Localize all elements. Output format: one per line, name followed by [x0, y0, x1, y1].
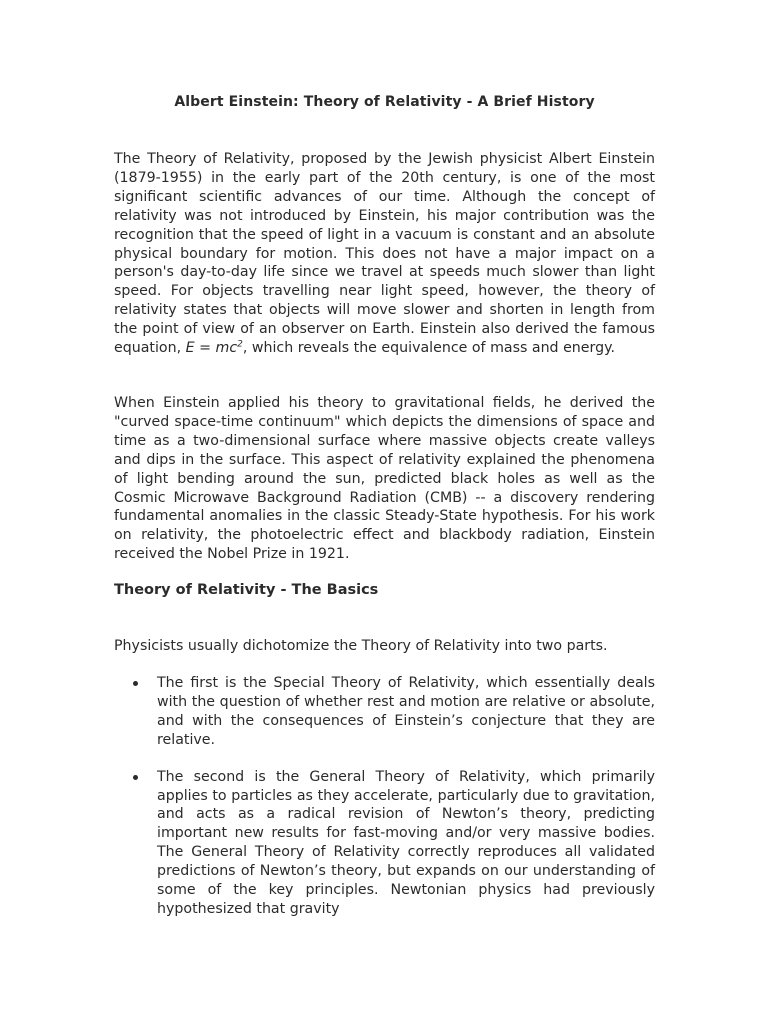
equation-exponent: 2	[237, 339, 243, 350]
paragraph-gravitation: When Einstein applied his theory to gravitational fields, he derived the "curved space-time continuum" which depicts the dimensions of space and time as a two-dimensional surface where massive objects create valleys and dips in the surface. This aspect of relativity explained the phenomena of light bending around the sun, predicted black holes as well as the Cosmic Microwave Background Radiation (CMB) -- a discovery rendering fundamental anomalies in the classic Steady-State hypothesis. For his work on relativity, the photoelectric effect and blackbody radiation, Einstein received the Nobel Prize in 1921.	[114, 395, 655, 563]
bullet-icon	[133, 775, 138, 780]
equation	[186, 340, 243, 356]
paragraph-text: The Theory of Relativity, proposed by the Jewish physicist Albert Einstein (1879-1955) in the early part of the 20th century, is one of the most significant scientific advances of our time. Although the concept of relativity was not introduced by Einstein, his major contribution was the recognition that the speed of light in a vacuum is constant and an absolute physical boundary for motion. This does not have a major impact on a person's day-to-day life since we travel at speeds much slower than light speed. For objects travelling near light speed, however, the theory of relativity states that objects will move slower and shorten in length from the point of view of an observer on Earth. Einstein also derived the famous equation,	[114, 151, 655, 357]
list-item-text: The second is the General Theory of Relativity, which primarily applies to particles as they accelerate, particularly due to gravitation, and acts as a radical revision of Newton’s theory, predicting important new results for fast-moving and/or very massive bodies. The General Theory of Relativity correctly reproduces all validated predictions of Newton’s theory, but expands on our understanding of some of the key principles. Newtonian physics had previously hypothesized that gravity	[157, 768, 655, 917]
section-heading: Theory of Relativity - The Basics	[114, 582, 379, 598]
paragraph-dichotomy: Physicists usually dichotomize the Theory of Relativity into two parts.	[114, 638, 608, 654]
paragraph-intro	[114, 150, 655, 358]
list-item-text: The first is the Special Theory of Relativity, which essentially deals with the question of whether rest and motion are relative or absolute, and with the consequences of Einstein’s conjecture that they are relative.	[157, 675, 655, 748]
document-title: Albert Einstein: Theory of Relativity - A Brief History	[174, 94, 595, 110]
bullet-icon	[133, 681, 138, 686]
list-item	[114, 674, 655, 750]
paragraph-text-end: , which reveals the equivalence of mass and energy.	[242, 340, 615, 357]
list-item	[114, 768, 655, 919]
equation-main: E = mc	[185, 340, 238, 357]
bullet-list	[114, 674, 655, 919]
